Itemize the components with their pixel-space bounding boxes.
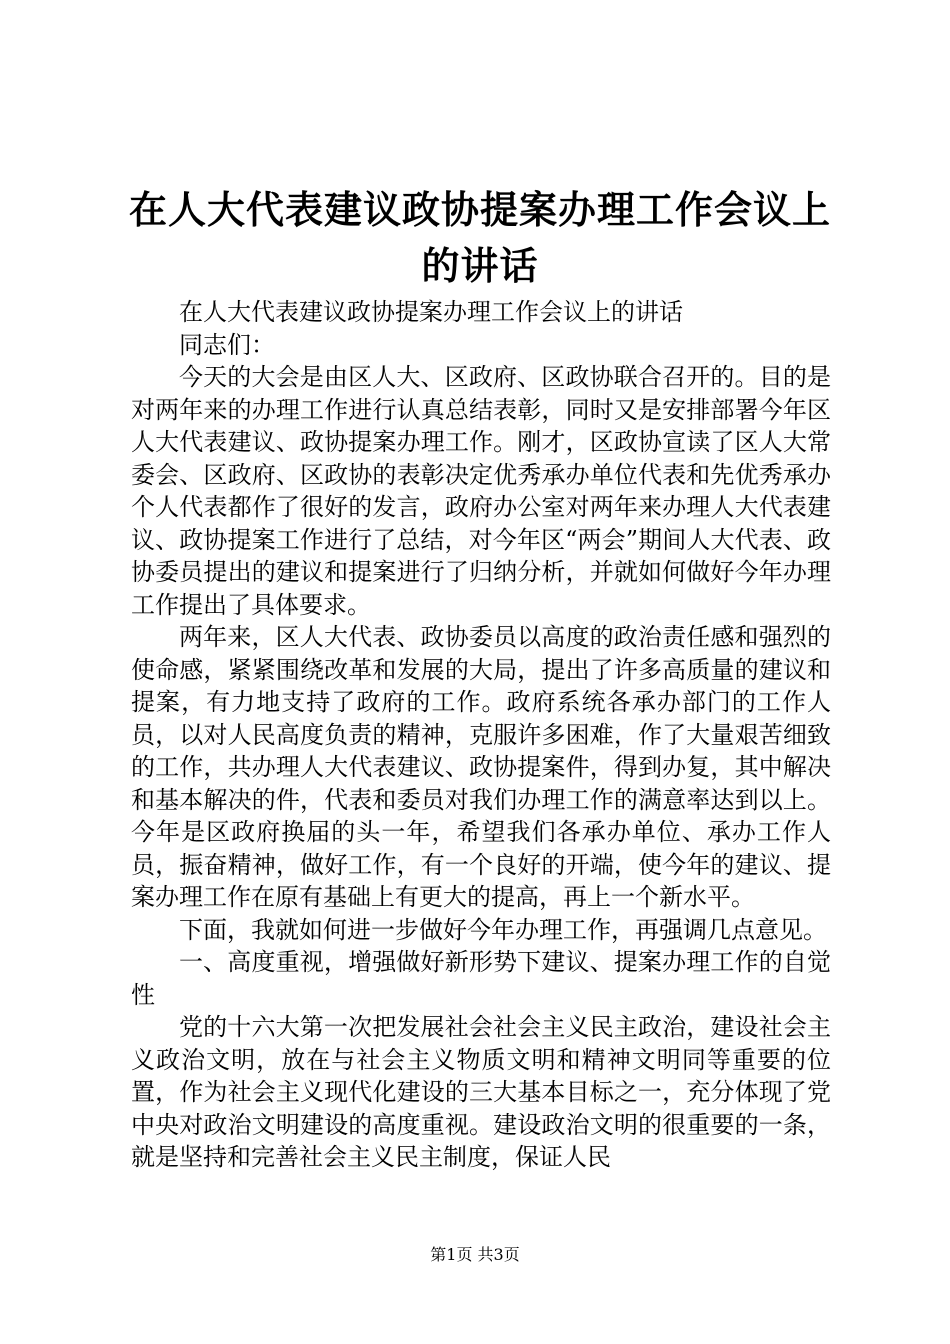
document-title: 在人大代表建议政协提案办理工作会议上的讲话: [128, 187, 831, 288]
document-body: [131, 296, 831, 1174]
page-footer: 第1页 共3页: [430, 1245, 520, 1264]
paragraph: 党的十六大第一次把发展社会社会主义民主政治，建设社会主义政治文明，放在与社会主义物质文明和精神文明同等重要的位置，作为社会主义现代化建设的三大基本目标之一，充分体现了党中央对政治文明建设的高度重视。建设政治文明的很重要的一条，就是坚持和完善社会主义民主制度，保证人民: [131, 1013, 831, 1171]
paragraph: 下面，我就如何进一步做好今年办理工作，再强调几点意见。: [179, 915, 827, 944]
paragraph: 今天的大会是由区人大、区政府、区政协联合召开的。目的是对两年来的办理工作进行认真总结表彰，同时又是安排部署今年区人大代表建议、政协提案办理工作。刚才，区政协宣读了区人大常委会、区政府、区政协的表彰决定优秀承办单位代表和先优秀承办个人代表都作了很好的发言，政府办公室对两年来办理人大代表建议、政协提案工作进行了总结，对今年区“两会”期间人大代表、政协委员提出的建议和提案进行了归纳分析，并就如何做好今年办理工作提出了具体要求。: [131, 363, 831, 619]
section-heading: 一、高度重视，增强做好新形势下建议、提案办理工作的自觉性: [131, 948, 831, 1009]
paragraph: 在人大代表建议政协提案办理工作会议上的讲话: [179, 298, 683, 326]
paragraph: 同志们：: [179, 330, 275, 359]
paragraph: 两年来，区人大代表、政协委员以高度的政治责任感和强烈的使命感，紧紧围绕改革和发展的大局，提出了许多高质量的建议和提案，有力地支持了政府的工作。政府系统各承办部门的工作人员，以对人民高度负责的精神，克服许多困难，作了大量艰苦细致的工作，共办理人大代表建议、政协提案件，得到办复，其中解决和基本解决的件，代表和委员对我们办理工作的满意率达到以上。今年是区政府换届的头一年，希望我们各承办单位、承办工作人员，振奋精神，做好工作，有一个良好的开端，使今年的建议、提案办理工作在原有基础上有更大的提高，再上一个新水平。: [131, 623, 831, 911]
